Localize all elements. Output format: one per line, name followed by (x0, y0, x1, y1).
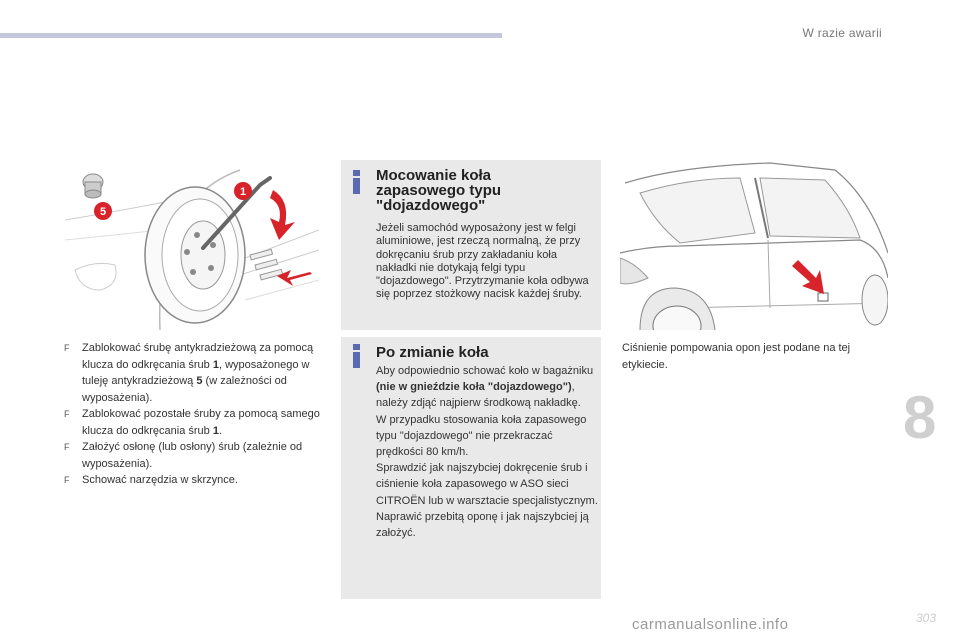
step-text: Założyć osłonę (lub osłony) śrub (zależnie od wyposażenia). (82, 441, 303, 470)
step-text: Zablokować pozostałe śruby za pomocą samego klucza do odkręcania śrub (82, 408, 320, 437)
step-after: . (218, 424, 223, 437)
page-number: 303 (916, 611, 937, 625)
car-illustration (620, 158, 888, 330)
step-text: Schować narzędzia w skrzynce. (82, 474, 238, 486)
tire-pressure-caption: Ciśnienie pompowania opon jest podane na tej etykiecie. (622, 342, 851, 371)
step-text: Zablokować śrubę antykradzieżową za pomocą klucza do odkręcania śrub (82, 342, 314, 371)
instruction-steps (64, 340, 324, 489)
step-2 (64, 406, 324, 439)
box-title: Mocowanie koła zapasowego typu "dojazdowego" (376, 167, 502, 214)
step-bold: 1 (212, 358, 219, 371)
chapter-number: 8 (903, 384, 937, 451)
step-after: , (218, 358, 223, 371)
step-4 (64, 472, 324, 489)
step-bold: 1 (212, 424, 219, 437)
info-box-mounting (341, 160, 601, 330)
section-title: W razie awarii (802, 26, 882, 40)
step-1 (64, 340, 324, 406)
box-body: Jeżeli samochód wyposażony jest w felgi aluminiowe, jest rzeczą normalną, że przy dokręcaniu śrub przy zakładaniu koła nakładki nie dotykają felgi typu "dojazdowego". Przytrzymanie koła odbywa się poprzez stożkowy nacisk każdej śruby. (376, 222, 589, 301)
step-3 (64, 439, 324, 472)
step-bold: 5 (196, 375, 203, 387)
bullet-icon: F (64, 475, 70, 485)
step-text: wyposażonego w tuleję antykradzieżową (82, 358, 310, 387)
bullet-icon: F (64, 409, 70, 419)
bullet-icon: F (64, 343, 70, 353)
wheel-illustration (65, 160, 319, 330)
watermark: carmanualsonline.info (632, 616, 789, 633)
header-bar (0, 33, 502, 38)
box-body: Aby odpowiednio schować koło w bagażniku (nie w gnieździe koła "dojazdowego"), należy zdjąć najpierw środkową nakładkę. W przypadku stosowania koła zapasowego typu "dojazdowego" nie przekraczać prędkości 80 km/h. Sprawdzić jak najszybciej dokręcenie śrub i ciśnienie koła zapasowego w ASO sieci CITROËN lub w warsztacie specjalistycznym. Naprawić przebitą oponę i jak najszybciej ją założyć. (376, 365, 598, 540)
step-after: (w zależności od wyposażenia). (82, 375, 287, 404)
info-box-after-change (341, 337, 601, 599)
callout-5: 5 (99, 206, 107, 218)
bullet-icon: F (64, 442, 70, 452)
box-title: Po zmianie koła (376, 344, 489, 361)
callout-1: 1 (239, 186, 247, 198)
